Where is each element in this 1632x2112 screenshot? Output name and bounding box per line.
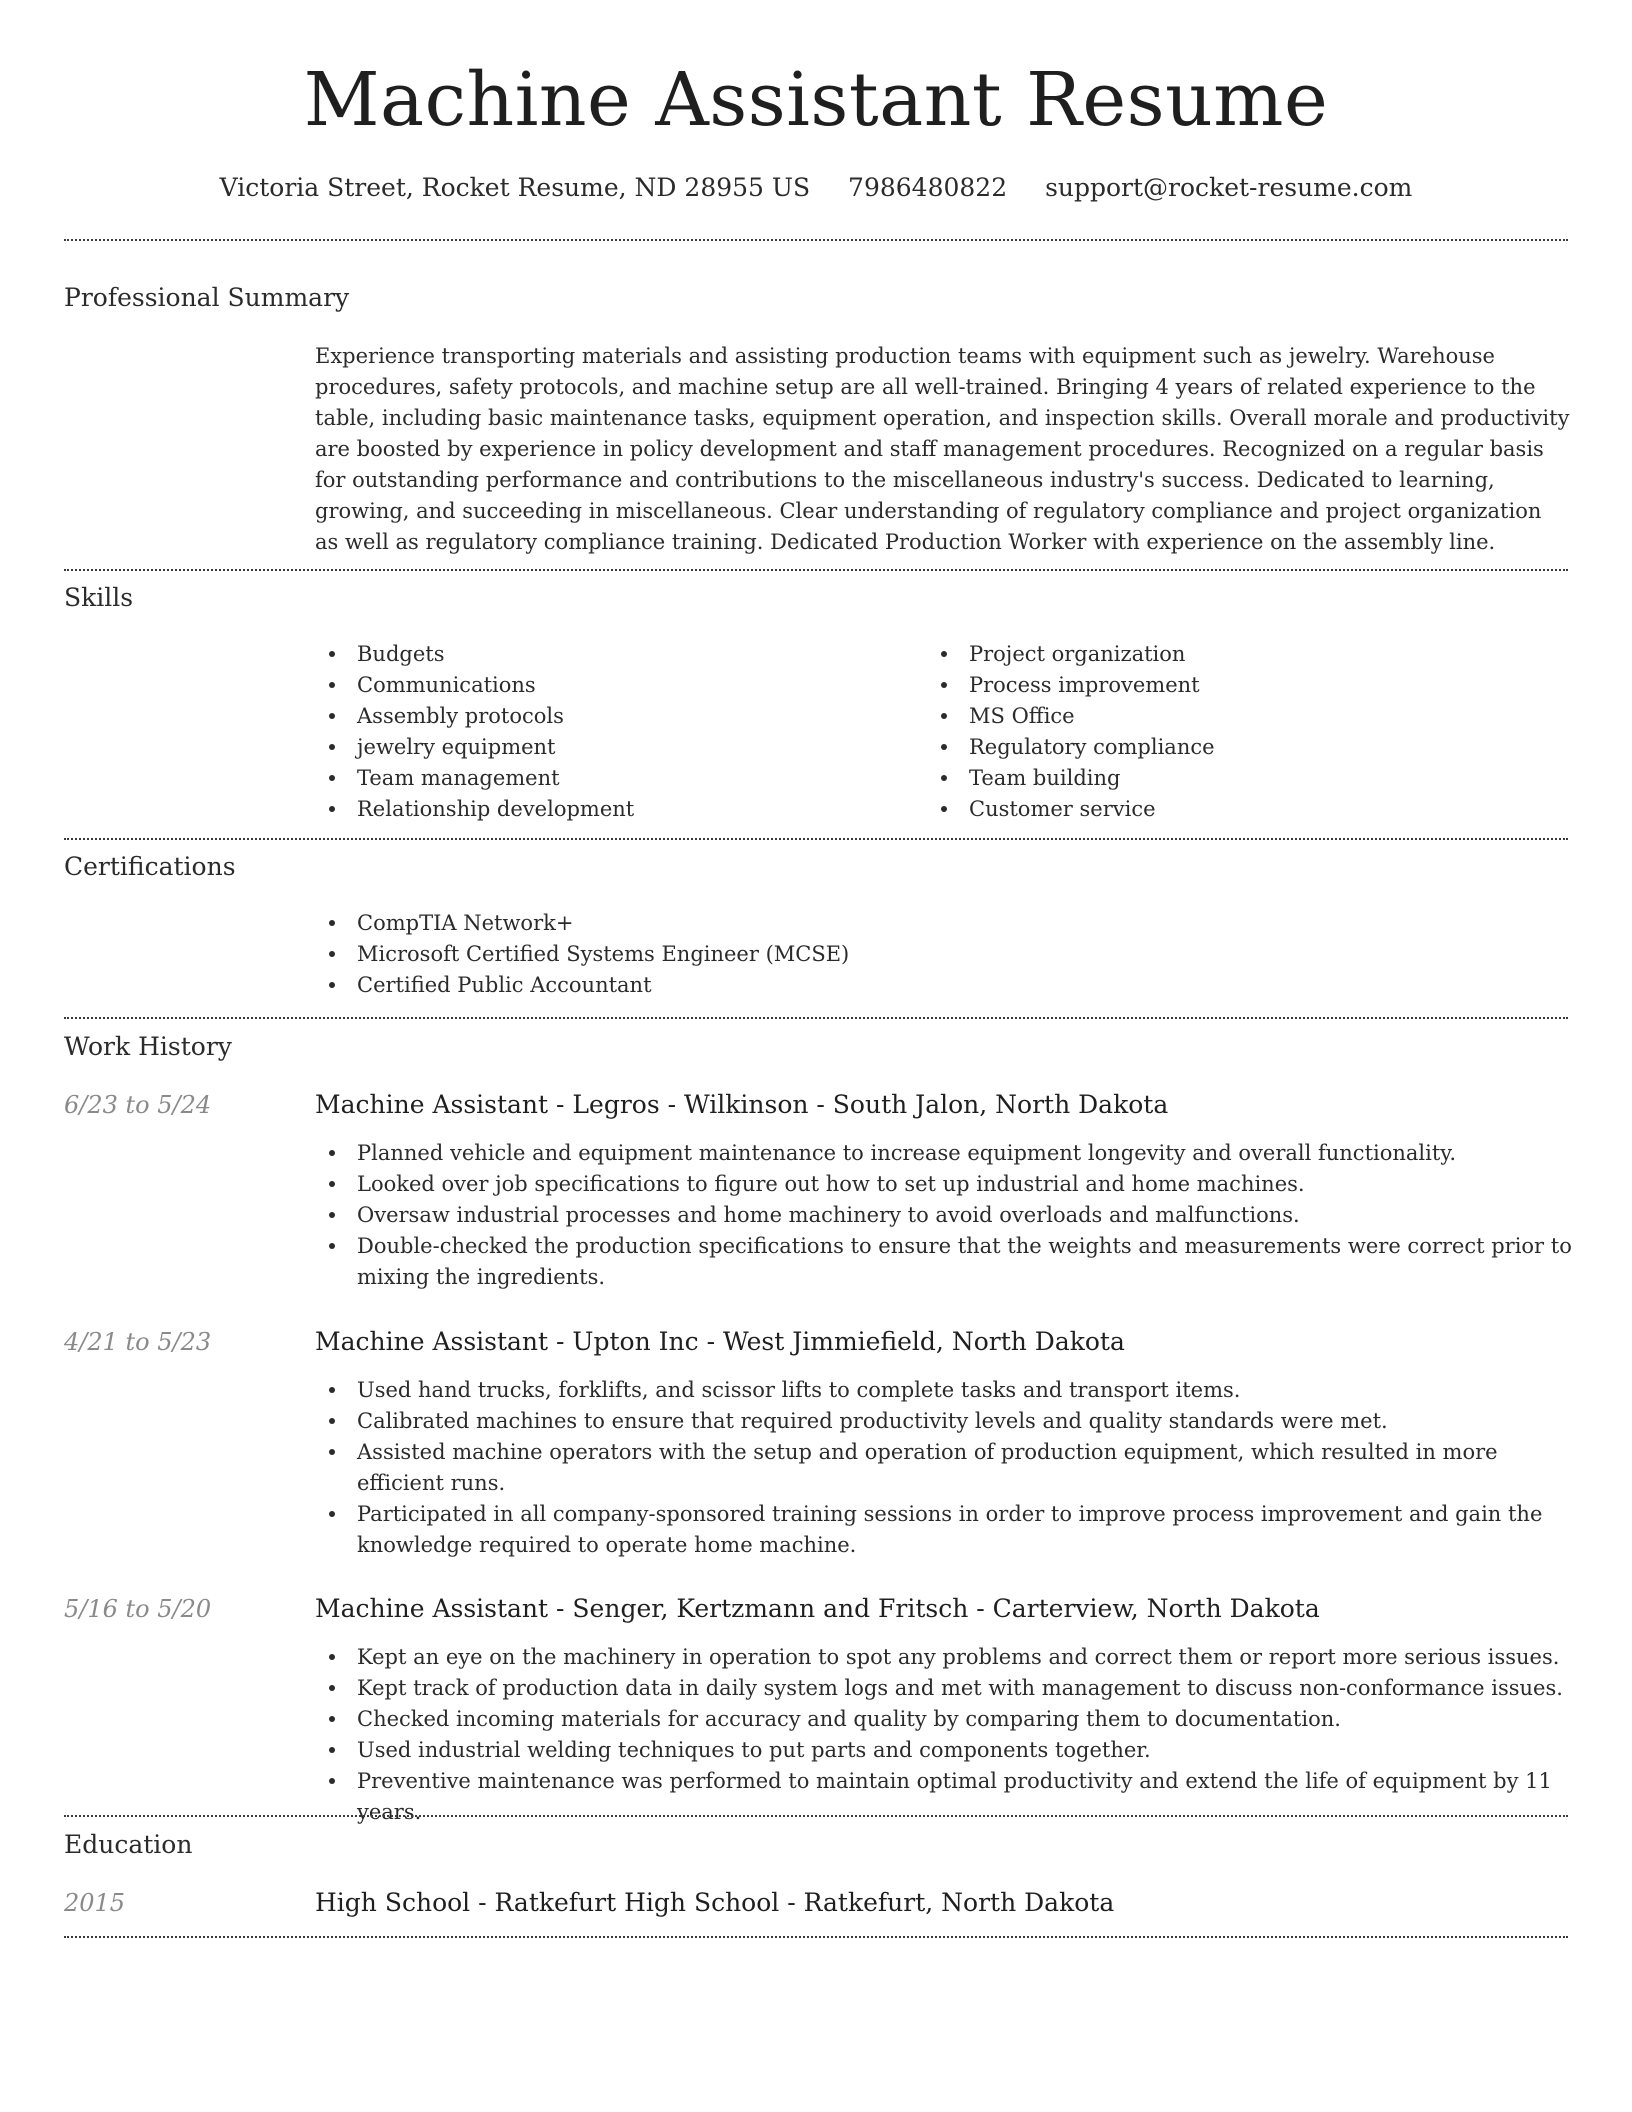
education-heading: Education	[64, 1830, 193, 1859]
job-bullets	[357, 1375, 1572, 1561]
section-divider	[64, 569, 1568, 571]
job-bullet: Calibrated machines to ensure that required productivity levels and quality standards were met.	[357, 1406, 1572, 1437]
summary-heading: Professional Summary	[64, 283, 350, 312]
job-title: Machine Assistant - Legros - Wilkinson - South Jalon, North Dakota	[315, 1090, 1169, 1119]
job-bullet: Assisted machine operators with the setup and operation of production equipment, which resulted in more efficient runs.	[357, 1437, 1572, 1499]
work-history-heading: Work History	[64, 1032, 232, 1061]
skill-item: Team building	[969, 763, 1215, 794]
contact-info	[0, 170, 1632, 206]
resume-title: Machine Assistant Resume	[303, 57, 1329, 143]
job-bullet: Preventive maintenance was performed to maintain optimal productivity and extend the life of equipment by 11 years.	[357, 1766, 1572, 1828]
education-year: 2015	[64, 1889, 126, 1917]
job-bullet: Double-checked the production specifications to ensure that the weights and measurements were correct prior to mixing the ingredients.	[357, 1231, 1572, 1293]
skill-item: Budgets	[357, 639, 634, 670]
skill-item: Regulatory compliance	[969, 732, 1215, 763]
skill-item: Communications	[357, 670, 634, 701]
job-dates: 6/23 to 5/24	[64, 1091, 212, 1119]
section-divider	[64, 838, 1568, 840]
certifications-list	[357, 908, 849, 1001]
skill-item: Assembly protocols	[357, 701, 634, 732]
section-divider	[64, 239, 1568, 241]
job-title: Machine Assistant - Senger, Kertzmann and Fritsch - Carterview, North Dakota	[315, 1594, 1320, 1623]
contact-address: Victoria Street, Rocket Resume, ND 28955 US	[219, 173, 811, 202]
job-bullets	[357, 1138, 1572, 1293]
job-bullet: Used hand trucks, forklifts, and scissor lifts to complete tasks and transport items.	[357, 1375, 1572, 1406]
skills-list-right	[969, 639, 1215, 825]
contact-email: support@rocket-resume.com	[1045, 173, 1413, 202]
job-bullet: Planned vehicle and equipment maintenance to increase equipment longevity and overall functionality.	[357, 1138, 1572, 1169]
section-divider	[64, 1815, 1568, 1817]
certification-item: Microsoft Certified Systems Engineer (MCSE)	[357, 939, 849, 970]
skills-list-left	[357, 639, 634, 825]
job-dates: 5/16 to 5/20	[64, 1595, 212, 1623]
skill-item: MS Office	[969, 701, 1215, 732]
job-bullet: Participated in all company-sponsored training sessions in order to improve process improvement and gain the knowledge required to operate home machine.	[357, 1499, 1572, 1561]
skill-item: Relationship development	[357, 794, 634, 825]
summary-text: Experience transporting materials and assisting production teams with equipment such as jewelry. Warehouse procedures, safety protocols, and machine setup are all well-trained. Bringing 4 years of related experience to the table, including basic maintenance tasks, equipment operation, and inspection skills. Overall morale and productivity are boosted by experience in policy development and staff management procedures. Recognized on a regular basis for outstanding performance and contributions to the miscellaneous industry's success. Dedicated to learning, growing, and succeeding in miscellaneous. Clear understanding of regulatory compliance and project organization as well as regulatory compliance training. Dedicated Production Worker with experience on the assembly line.	[315, 344, 1570, 554]
section-divider	[64, 1017, 1568, 1019]
skills-heading: Skills	[64, 583, 134, 612]
certification-item: CompTIA Network+	[357, 908, 849, 939]
job-bullet: Checked incoming materials for accuracy and quality by comparing them to documentation.	[357, 1704, 1572, 1735]
job-bullet: Oversaw industrial processes and home machinery to avoid overloads and malfunctions.	[357, 1200, 1572, 1231]
skill-item: jewelry equipment	[357, 732, 634, 763]
education-degree: High School - Ratkefurt High School - Ratkefurt, North Dakota	[315, 1888, 1115, 1917]
section-divider	[64, 1936, 1568, 1938]
skill-item: Customer service	[969, 794, 1215, 825]
skill-item: Project organization	[969, 639, 1215, 670]
contact-phone: 7986480822	[848, 173, 1008, 202]
skill-item: Team management	[357, 763, 634, 794]
certifications-heading: Certifications	[64, 852, 236, 881]
job-bullets	[357, 1642, 1572, 1828]
job-title: Machine Assistant - Upton Inc - West Jimmiefield, North Dakota	[315, 1327, 1125, 1356]
skill-item: Process improvement	[969, 670, 1215, 701]
certification-item: Certified Public Accountant	[357, 970, 849, 1001]
job-dates: 4/21 to 5/23	[64, 1328, 212, 1356]
job-bullet: Kept track of production data in daily system logs and met with management to discuss non-conformance issues.	[357, 1673, 1572, 1704]
job-bullet: Looked over job specifications to figure out how to set up industrial and home machines.	[357, 1169, 1572, 1200]
job-bullet: Kept an eye on the machinery in operation to spot any problems and correct them or report more serious issues.	[357, 1642, 1572, 1673]
job-bullet: Used industrial welding techniques to put parts and components together.	[357, 1735, 1572, 1766]
